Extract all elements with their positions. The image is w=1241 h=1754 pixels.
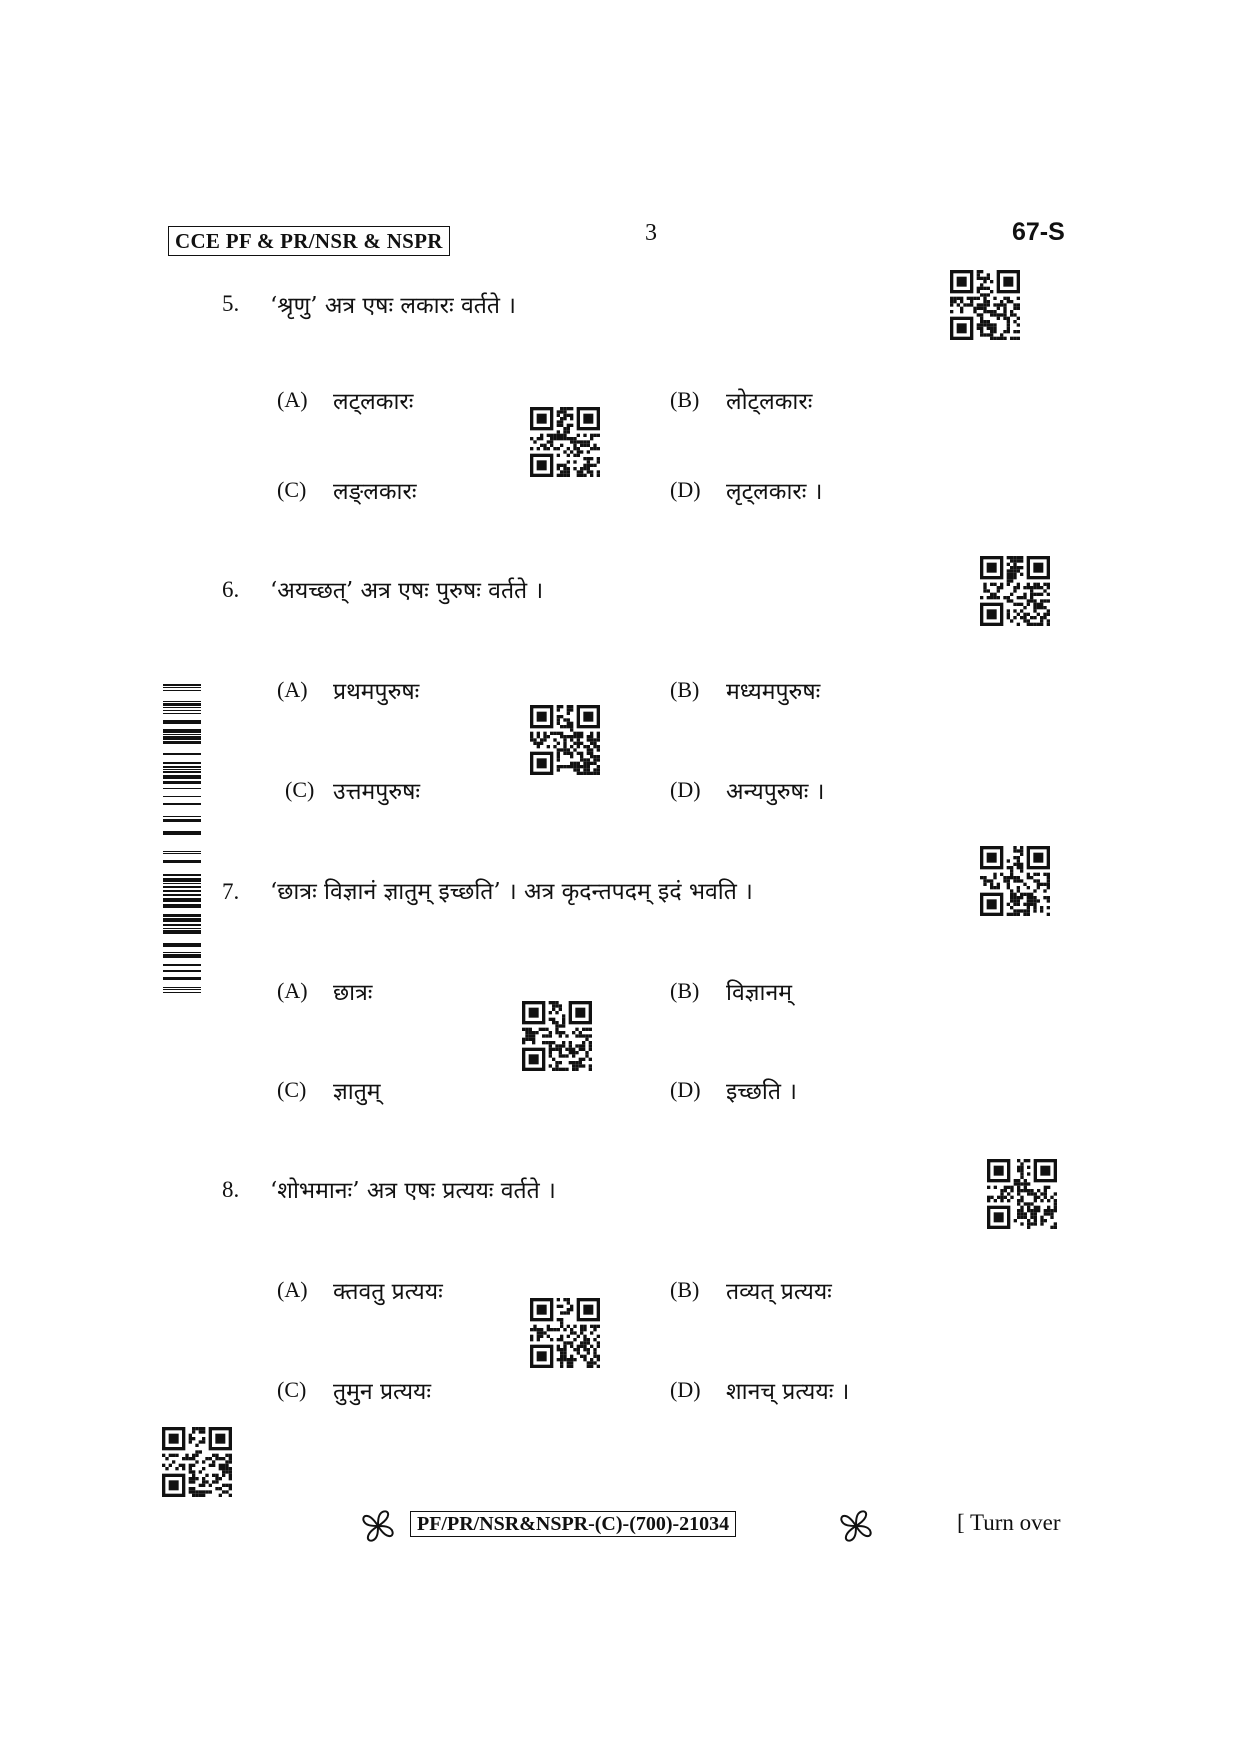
- q6-option-c-text: उत्तमपुरुषः: [333, 779, 421, 805]
- q7-option-d-label: (D): [670, 1077, 701, 1102]
- question-7-text: ‘छात्रः विज्ञानं ज्ञातुम् इच्छति’ । अत्र कृदन्तपदम् इदं भवति ।: [270, 879, 753, 905]
- q7-option-a-label: (A): [277, 978, 308, 1003]
- q5-option-d-text: लृट्लकारः ।: [726, 479, 823, 505]
- header-exam-box: CCE PF & PR/NSR & NSPR: [168, 226, 450, 256]
- ornament-icon: [360, 1508, 396, 1544]
- q7-option-c-text: ज्ञातुम्: [333, 1079, 381, 1105]
- q8-option-a-label: (A): [277, 1277, 308, 1302]
- ornament-icon: [838, 1508, 874, 1544]
- qr-code-icon: [980, 556, 1050, 626]
- q8-option-a-text: क्तवतु प्रत्ययः: [333, 1279, 443, 1305]
- question-7-number: 7.: [222, 879, 240, 904]
- question-8-text: ‘शोभमानः’ अत्र एषः प्रत्ययः वर्तते ।: [270, 1178, 556, 1204]
- footer-code-box: PF/PR/NSR&NSPR-(C)-(700)-21034: [410, 1511, 736, 1537]
- q7-option-c-label: (C): [277, 1077, 307, 1102]
- qr-code-icon: [530, 705, 600, 775]
- paper-code: 67-S: [1012, 218, 1065, 246]
- q7-option-b-text: विज्ञानम्: [726, 980, 792, 1006]
- q5-option-b-text: लोट्लकारः: [726, 389, 813, 415]
- turn-over-label: [ Turn over: [957, 1510, 1061, 1535]
- qr-code-icon: [980, 846, 1050, 916]
- qr-code-icon: [530, 1298, 600, 1368]
- q5-option-c-text: लङ्लकारः: [333, 479, 417, 505]
- q7-option-d-text: इच्छति ।: [726, 1079, 797, 1105]
- q6-option-d-text: अन्यपुरुषः ।: [726, 779, 825, 805]
- qr-code-icon: [987, 1159, 1057, 1229]
- q7-option-b-label: (B): [670, 978, 700, 1003]
- q5-option-a-text: लट्लकारः: [333, 389, 414, 415]
- q6-option-d-label: (D): [670, 777, 701, 802]
- q5-option-a-label: (A): [277, 387, 308, 412]
- question-8-number: 8.: [222, 1177, 240, 1202]
- q8-option-b-label: (B): [670, 1277, 700, 1302]
- q6-option-b-label: (B): [670, 677, 700, 702]
- q6-option-a-label: (A): [277, 677, 308, 702]
- question-5-text: ‘श्रृणु’ अत्र एषः लकारः वर्तते ।: [270, 293, 517, 319]
- q6-option-a-text: प्रथमपुरुषः: [333, 679, 420, 705]
- qr-code-icon: [162, 1427, 232, 1497]
- qr-code-icon: [530, 407, 600, 477]
- q8-option-c-text: तुमुन प्रत्ययः: [333, 1379, 432, 1405]
- page-number: 3: [645, 220, 657, 246]
- q6-option-b-text: मध्यमपुरुषः: [726, 679, 821, 705]
- q8-option-c-label: (C): [277, 1377, 307, 1402]
- qr-code-icon: [950, 270, 1020, 340]
- question-6-number: 6.: [222, 577, 240, 602]
- q5-option-c-label: (C): [277, 477, 307, 502]
- q7-option-a-text: छात्रः: [333, 980, 373, 1006]
- q8-option-d-text: शानच् प्रत्ययः ।: [726, 1379, 850, 1405]
- q5-option-d-label: (D): [670, 477, 701, 502]
- question-5-number: 5.: [222, 291, 240, 316]
- q6-option-c-label: (C): [285, 777, 315, 802]
- question-6-text: ‘अयच्छत्’ अत्र एषः पुरुषः वर्तते ।: [270, 578, 544, 604]
- barcode-icon: [163, 684, 201, 1000]
- q8-option-d-label: (D): [670, 1377, 701, 1402]
- q5-option-b-label: (B): [670, 387, 700, 412]
- q8-option-b-text: तव्यत् प्रत्ययः: [726, 1279, 832, 1305]
- qr-code-icon: [522, 1001, 592, 1071]
